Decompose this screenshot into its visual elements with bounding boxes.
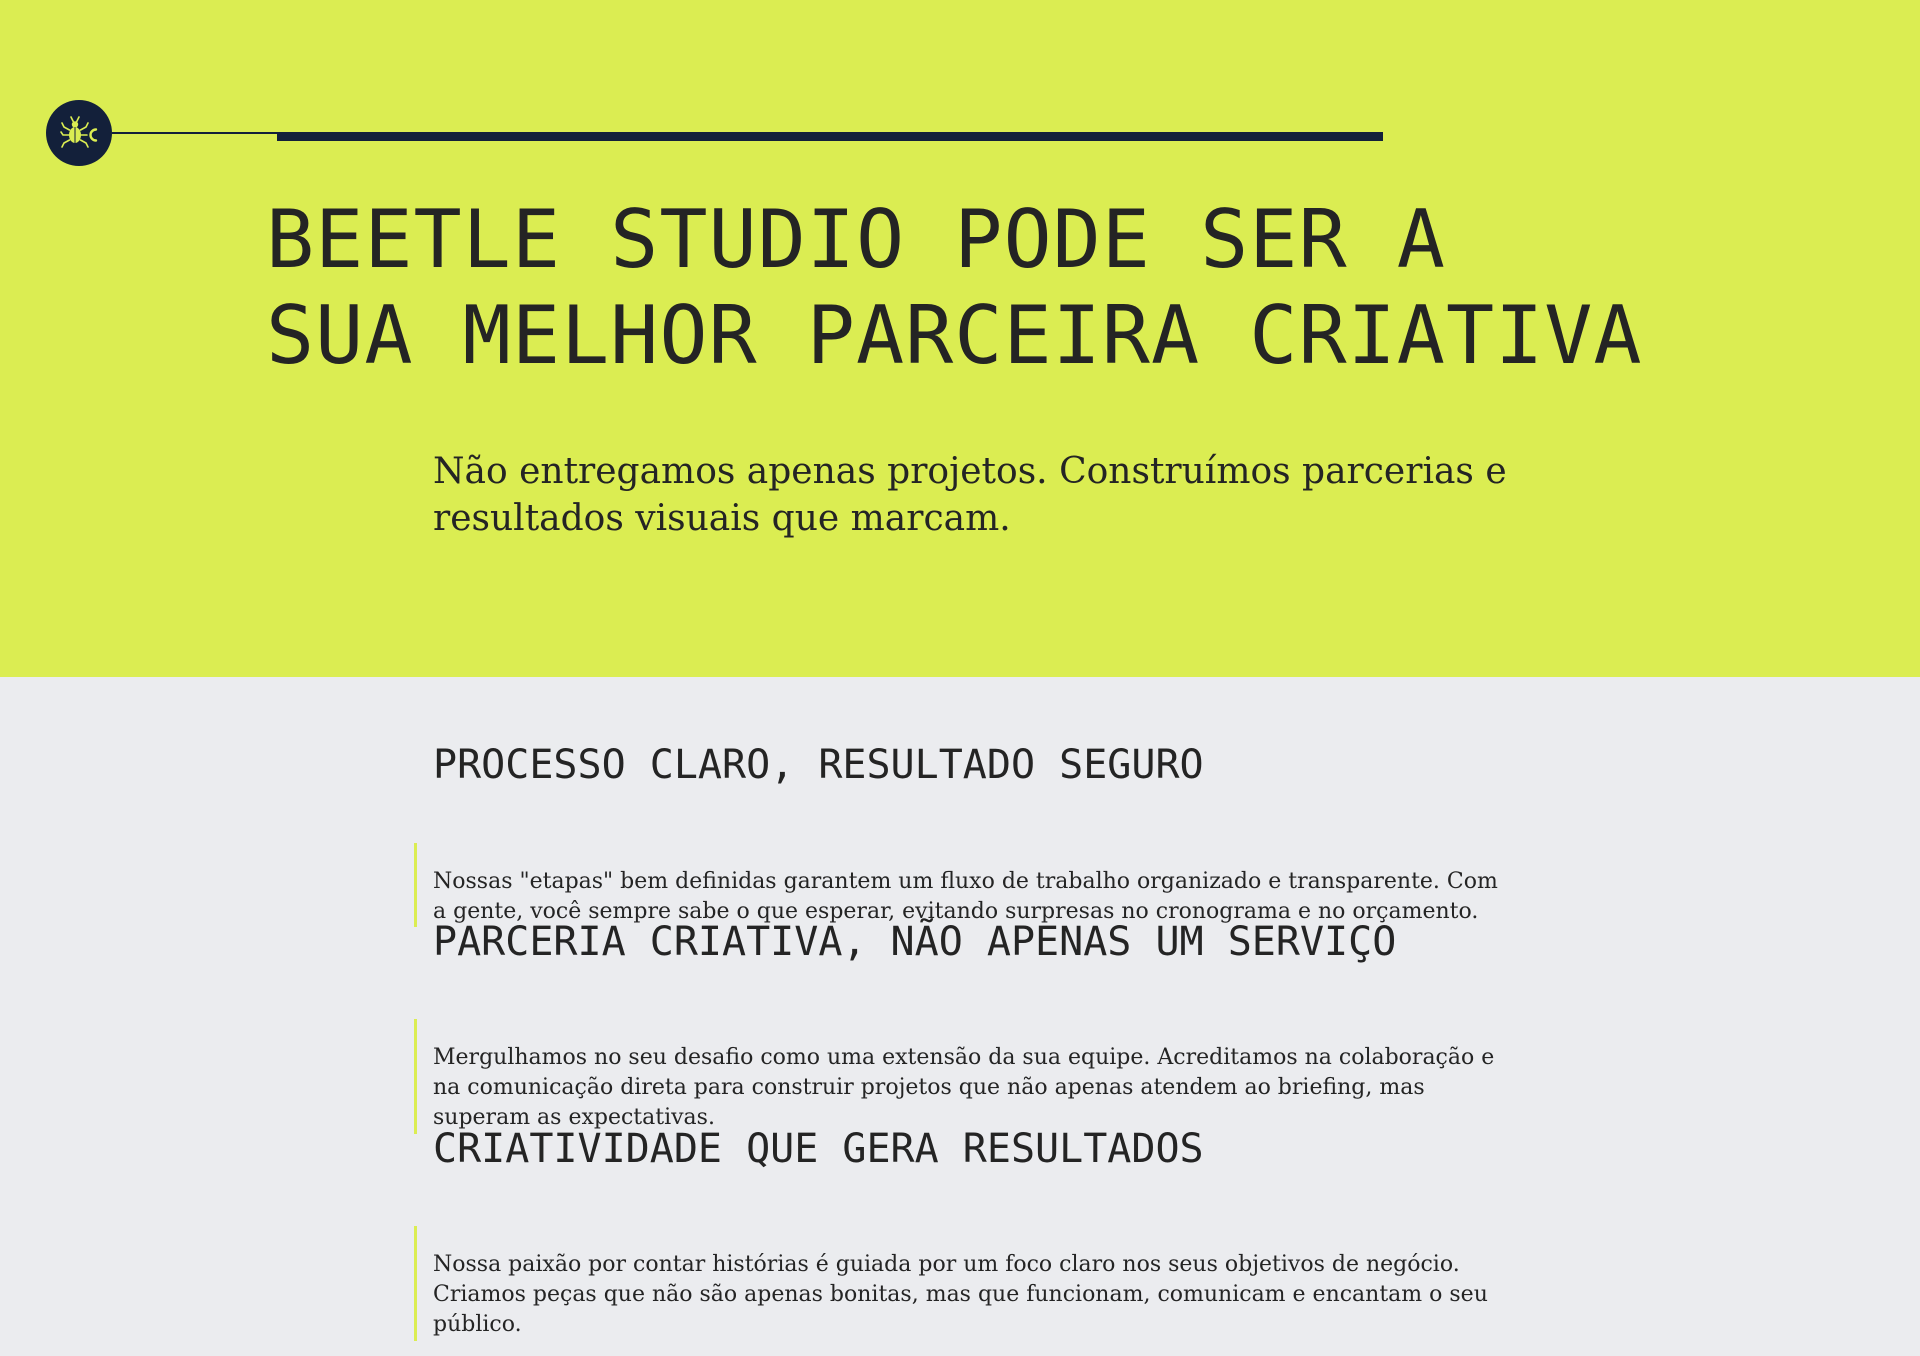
feature-title: PROCESSO CLARO, RESULTADO SEGURO: [433, 742, 1204, 788]
feature-body-line: Nossas "etapas" bem definidas garantem um fluxo de trabalho organizado e transparente. Com: [433, 869, 1498, 894]
feature-body-line: público.: [433, 1312, 522, 1337]
hero-section: [0, 0, 1920, 677]
feature-body-line: Nossa paixão por contar histórias é guiada por um foco claro nos seus objetivos de negócio.: [433, 1252, 1460, 1277]
feature-body-line: Mergulhamos no seu desafio como uma extensão da sua equipe. Acreditamos na colaboração e: [433, 1045, 1495, 1070]
hero-headline-line: BEETLE STUDIO PODE SER A: [266, 193, 1446, 286]
header-thick-rule: [277, 132, 1383, 141]
hero-subtitle-line: Não entregamos apenas projetos. Construímos parcerias e: [433, 451, 1507, 492]
feature-accent-bar: [414, 843, 417, 927]
feature-accent-bar: [414, 1226, 417, 1341]
feature-body: [433, 1043, 1533, 1133]
hero-subtitle-line: resultados visuais que marcam.: [433, 498, 1011, 539]
feature-accent-bar: [414, 1019, 417, 1134]
feature-body: [433, 1250, 1533, 1340]
feature-title: PARCERIA CRIATIVA, NÃO APENAS UM SERVIÇO: [433, 919, 1397, 965]
feature-body-line: na comunicação direta para construir projetos que não apenas atendem ao briefing, mas: [433, 1075, 1425, 1100]
hero-headline: [266, 192, 1643, 384]
hero-subtitle: [433, 448, 1583, 542]
feature-body-line: Criamos peças que não são apenas bonitas, mas que funcionam, comunicam e encantam o seu: [433, 1282, 1488, 1307]
hero-headline-line: SUA MELHOR PARCEIRA CRIATIVA: [266, 289, 1643, 382]
beetle-c-logo-icon: [57, 111, 101, 155]
feature-body-line: superam as expectativas.: [433, 1105, 715, 1130]
feature-title: CRIATIVIDADE QUE GERA RESULTADOS: [433, 1126, 1204, 1172]
brand-logo: [46, 100, 112, 166]
header-thin-rule: [112, 132, 282, 134]
feature-body-line: a gente, você sempre sabe o que esperar, evitando surpresas no cronograma e no orçamento.: [433, 899, 1479, 924]
